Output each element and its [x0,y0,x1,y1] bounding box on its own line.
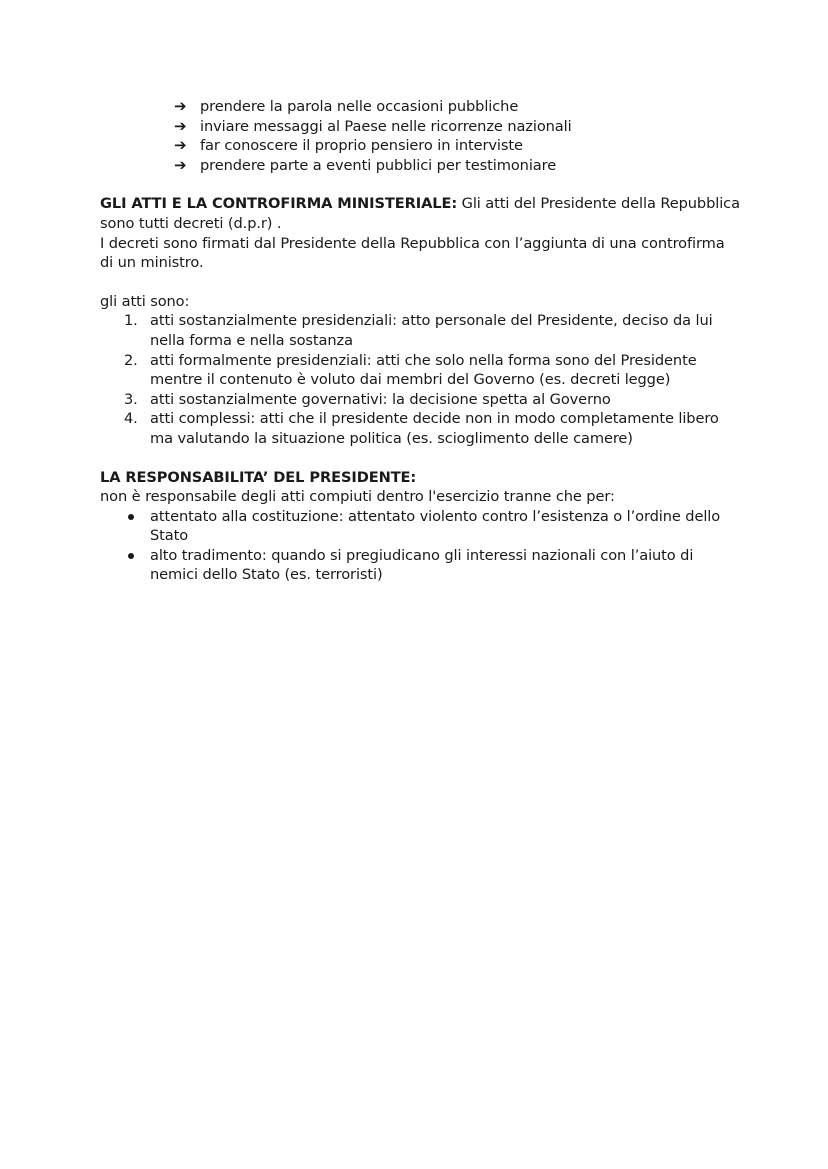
atti-heading-paragraph [100,194,740,233]
list-number: 3. [124,390,138,408]
arrow-right-icon: ➔ [174,116,187,135]
atti-section [100,194,740,272]
bullet-icon [128,553,134,559]
list-item: attentato alla costituzione: attentato violento contro l’esistenza o l’ordine dello Stato [124,507,740,546]
list-item: 3. atti sostanzialmente governativi: la decisione spetta al Governo [124,390,611,408]
arrow-right-icon: ➔ [174,136,187,155]
document-content [100,97,740,585]
atti-list-section [100,292,740,449]
arrow-right-icon: ➔ [174,155,187,174]
list-number: 1. [124,312,138,330]
list-item: ➔ far conoscere il proprio pensiero in interviste [174,136,523,155]
arrow-right-icon: ➔ [174,97,187,115]
atti-list-intro: gli atti sono: [100,292,190,310]
responsabilita-bullet-list [100,507,740,585]
responsabilita-paragraph: non è responsabile degli atti compiuti dentro l'esercizio tranne che per: [100,488,615,506]
list-item: 2. atti formalmente presidenziali: atti che solo nella forma sono del Presidente mentre il contenuto è voluto dai membri del Governo (es. decreti legge) [124,351,697,389]
atti-paragraph: I decreti sono firmati dal Presidente della Repubblica con l’aggiunta di una controfirma di un ministro. [100,234,725,272]
atti-heading-text: Gli atti del Presidente della Repubblica sono tutti decreti (d.p.r) . [100,195,740,232]
list-item: ➔ inviare messaggi al Paese nelle ricorrenze nazionali [174,116,572,135]
list-item: ➔ prendere parte a eventi pubblici per testimoniare [174,155,557,174]
intro-arrow-list [100,97,740,175]
list-item: alto tradimento: quando si pregiudicano gli interessi nazionali con l’aiuto di nemici dello Stato (es. terroristi) [124,546,740,585]
section-heading: GLI ATTI E LA CONTROFIRMA MINISTERIALE: [100,195,458,213]
list-item: 1. atti sostanzialmente presidenziali: atto personale del Presidente, deciso da lui nella forma e nella sostanza [124,312,713,349]
list-number: 2. [124,351,138,369]
atti-numbered-list [100,311,740,448]
list-item: ➔ prendere la parola nelle occasioni pubbliche [174,97,519,115]
responsabilita-section [100,468,740,586]
bullet-icon [128,514,134,520]
list-number: 4. [124,410,138,428]
section-heading: LA RESPONSABILITA’ DEL PRESIDENTE: [100,468,417,486]
list-item: 4. atti complessi: atti che il presidente decide non in modo completamente libero ma valutando la situazione politica (es. scioglimento delle camere) [124,410,719,447]
